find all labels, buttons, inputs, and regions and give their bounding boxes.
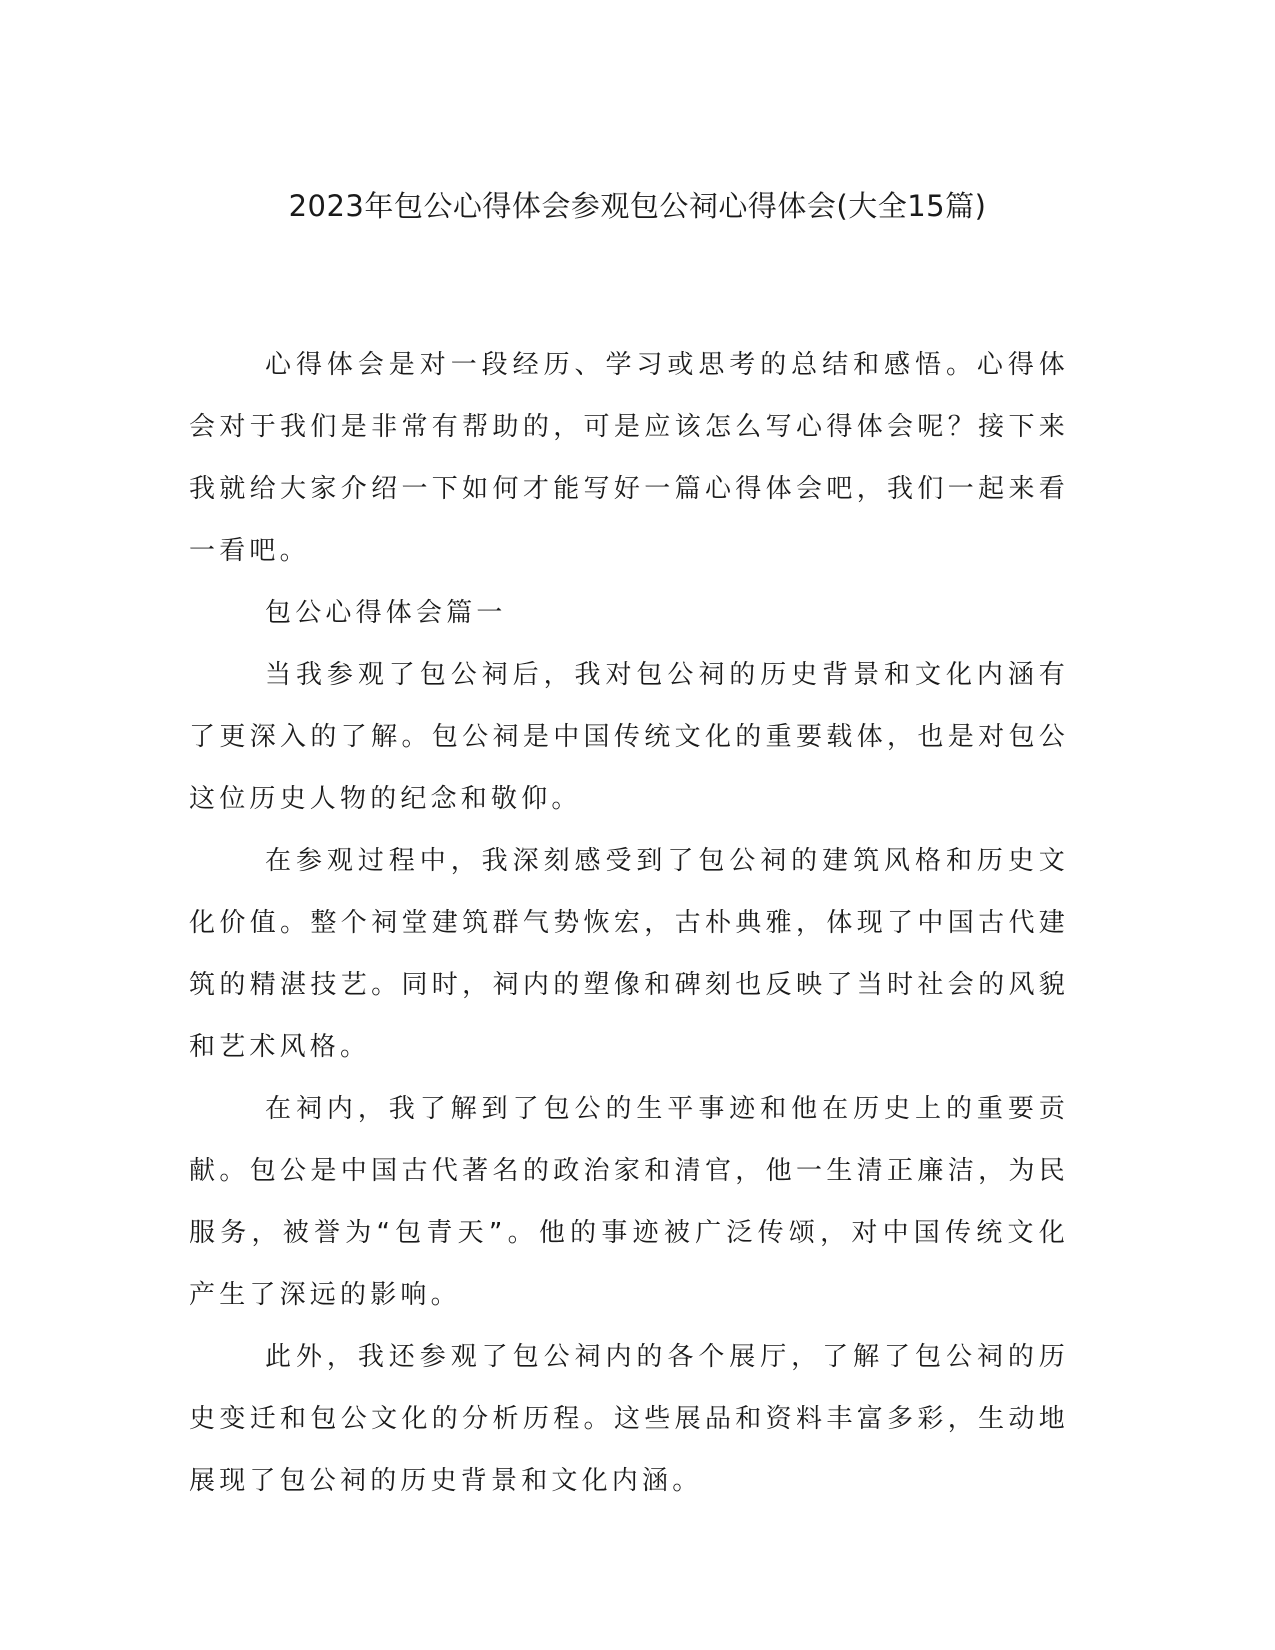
document-title: 2023年包公心得体会参观包公祠心得体会(大全15篇) [288, 189, 987, 223]
section-heading: 包公心得体会篇一 [265, 598, 507, 628]
intro-paragraph: 心得体会是对一段经历、学习或思考的总结和感悟。心得体会对于我们是非常有帮助的，可是应该怎么写心得体会呢？接下来我就给大家介绍一下如何才能写好一篇心得体会吧，我们一起来看一看吧。 [189, 350, 1069, 566]
body-paragraph: 当我参观了包公祠后，我对包公祠的历史背景和文化内涵有了更深入的了解。包公祠是中国传统文化的重要载体，也是对包公这位历史人物的纪念和敬仰。 [189, 660, 1069, 814]
body-paragraph: 在祠内，我了解到了包公的生平事迹和他在历史上的重要贡献。包公是中国古代著名的政治家和清官，他一生清正廉洁，为民服务，被誉为“包青天”。他的事迹被广泛传颂，对中国传统文化产生了深远的影响。 [189, 1094, 1069, 1310]
body-paragraph: 此外，我还参观了包公祠内的各个展厅，了解了包公祠的历史变迁和包公文化的分析历程。这些展品和资料丰富多彩，生动地展现了包公祠的历史背景和文化内涵。 [189, 1342, 1069, 1496]
body-paragraph: 在参观过程中，我深刻感受到了包公祠的建筑风格和历史文化价值。整个祠堂建筑群气势恢宏，古朴典雅，体现了中国古代建筑的精湛技艺。同时，祠内的塑像和碑刻也反映了当时社会的风貌和艺术风格。 [189, 846, 1069, 1062]
document-body [189, 334, 1069, 1512]
